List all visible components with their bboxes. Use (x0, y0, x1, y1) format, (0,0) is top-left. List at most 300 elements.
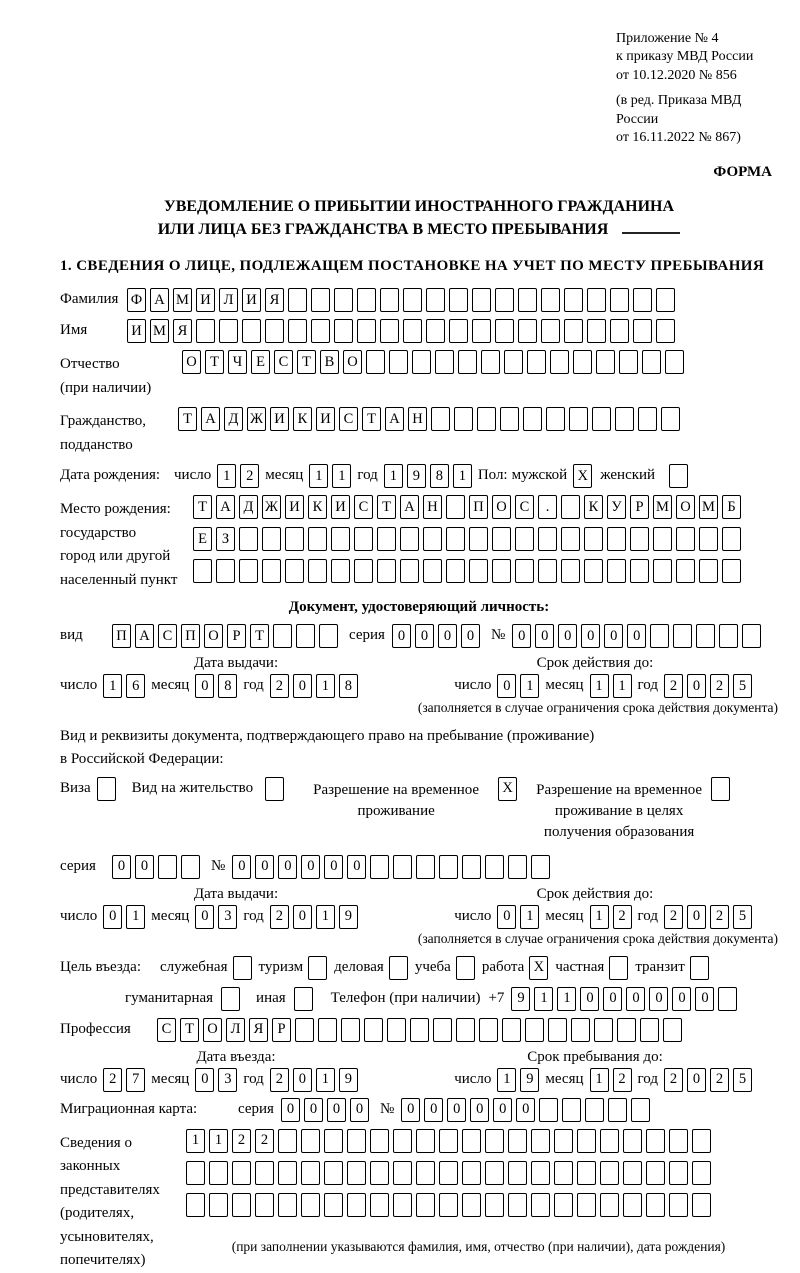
char-cell[interactable] (571, 1018, 590, 1042)
identity-expiry-month-cells[interactable] (590, 674, 632, 698)
char-cell[interactable] (623, 1193, 642, 1217)
char-cell[interactable] (449, 319, 468, 343)
char-cell[interactable] (607, 527, 626, 551)
char-cell[interactable]: О (204, 624, 223, 648)
char-cell[interactable]: Ж (247, 407, 266, 431)
char-cell[interactable] (449, 288, 468, 312)
char-cell[interactable] (403, 319, 422, 343)
patronymic-cells[interactable] (182, 350, 684, 374)
char-cell[interactable]: 0 (347, 855, 366, 879)
char-cell[interactable] (393, 855, 412, 879)
char-cell[interactable]: 2 (240, 464, 259, 488)
char-cell[interactable]: 1 (557, 987, 576, 1011)
char-cell[interactable]: 1 (103, 674, 122, 698)
char-cell[interactable] (472, 288, 491, 312)
char-cell[interactable]: 0 (461, 624, 480, 648)
char-cell[interactable] (665, 350, 684, 374)
char-cell[interactable] (380, 288, 399, 312)
char-cell[interactable] (393, 1129, 412, 1153)
birth-month-cells[interactable] (309, 464, 351, 488)
char-cell[interactable] (546, 407, 565, 431)
char-cell[interactable]: 2 (710, 674, 729, 698)
option-temp-residence-checkbox[interactable] (498, 777, 517, 801)
char-cell[interactable]: 9 (407, 464, 426, 488)
char-cell[interactable]: Т (362, 407, 381, 431)
char-cell[interactable] (403, 288, 422, 312)
char-cell[interactable]: 9 (511, 987, 530, 1011)
char-cell[interactable] (600, 1161, 619, 1185)
char-cell[interactable]: И (331, 495, 350, 519)
char-cell[interactable] (186, 1193, 205, 1217)
char-cell[interactable] (389, 956, 408, 980)
char-cell[interactable] (242, 319, 261, 343)
char-cell[interactable] (193, 559, 212, 583)
char-cell[interactable] (232, 1193, 251, 1217)
char-cell[interactable] (508, 1193, 527, 1217)
purpose-transit-checkbox[interactable] (690, 956, 709, 980)
char-cell[interactable] (633, 288, 652, 312)
char-cell[interactable]: М (699, 495, 718, 519)
char-cell[interactable] (423, 527, 442, 551)
char-cell[interactable] (500, 407, 519, 431)
purpose-other-checkbox[interactable] (294, 987, 313, 1011)
char-cell[interactable]: 1 (186, 1129, 205, 1153)
char-cell[interactable] (347, 1193, 366, 1217)
char-cell[interactable] (561, 559, 580, 583)
char-cell[interactable]: 1 (590, 905, 609, 929)
given-name-cells[interactable] (127, 319, 675, 343)
char-cell[interactable] (669, 464, 688, 488)
char-cell[interactable] (600, 1193, 619, 1217)
char-cell[interactable] (600, 1129, 619, 1153)
char-cell[interactable] (347, 1129, 366, 1153)
char-cell[interactable] (370, 1129, 389, 1153)
char-cell[interactable]: 0 (304, 1098, 323, 1122)
char-cell[interactable]: 1 (613, 674, 632, 698)
char-cell[interactable] (377, 559, 396, 583)
identity-expiry-day-cells[interactable] (497, 674, 539, 698)
char-cell[interactable] (573, 350, 592, 374)
char-cell[interactable] (331, 527, 350, 551)
char-cell[interactable]: 2 (255, 1129, 274, 1153)
char-cell[interactable] (610, 319, 629, 343)
char-cell[interactable] (584, 559, 603, 583)
char-cell[interactable] (446, 559, 465, 583)
char-cell[interactable] (308, 956, 327, 980)
char-cell[interactable]: С (157, 1018, 176, 1042)
char-cell[interactable]: 1 (497, 1068, 516, 1092)
birth-place-cells-row3[interactable] (193, 559, 741, 583)
residence-issue-year-cells[interactable] (270, 905, 358, 929)
char-cell[interactable]: А (216, 495, 235, 519)
char-cell[interactable]: 0 (512, 624, 531, 648)
char-cell[interactable] (495, 288, 514, 312)
char-cell[interactable]: И (270, 407, 289, 431)
char-cell[interactable]: 0 (392, 624, 411, 648)
char-cell[interactable]: 0 (293, 905, 312, 929)
char-cell[interactable] (393, 1161, 412, 1185)
doc-kind-cells[interactable] (112, 624, 338, 648)
char-cell[interactable]: 0 (278, 855, 297, 879)
char-cell[interactable] (364, 1018, 383, 1042)
char-cell[interactable] (485, 1161, 504, 1185)
doc-series-cells[interactable] (392, 624, 480, 648)
char-cell[interactable]: И (127, 319, 146, 343)
char-cell[interactable]: З (216, 527, 235, 551)
char-cell[interactable]: С (274, 350, 293, 374)
char-cell[interactable] (255, 1161, 274, 1185)
char-cell[interactable]: 9 (339, 905, 358, 929)
char-cell[interactable] (324, 1193, 343, 1217)
char-cell[interactable] (301, 1129, 320, 1153)
char-cell[interactable] (577, 1129, 596, 1153)
char-cell[interactable]: Р (227, 624, 246, 648)
char-cell[interactable] (295, 1018, 314, 1042)
char-cell[interactable] (308, 527, 327, 551)
char-cell[interactable] (523, 407, 542, 431)
char-cell[interactable]: П (181, 624, 200, 648)
char-cell[interactable] (531, 1161, 550, 1185)
stay-day-cells[interactable] (497, 1068, 539, 1092)
char-cell[interactable] (285, 559, 304, 583)
char-cell[interactable] (439, 1129, 458, 1153)
stay-month-cells[interactable] (590, 1068, 632, 1092)
char-cell[interactable]: Ж (262, 495, 281, 519)
purpose-official-checkbox[interactable] (233, 956, 252, 980)
char-cell[interactable] (301, 1161, 320, 1185)
char-cell[interactable]: 3 (218, 1068, 237, 1092)
char-cell[interactable] (485, 1129, 504, 1153)
char-cell[interactable]: 8 (430, 464, 449, 488)
char-cell[interactable] (416, 1129, 435, 1153)
char-cell[interactable]: 1 (316, 905, 335, 929)
char-cell[interactable] (377, 527, 396, 551)
char-cell[interactable] (216, 559, 235, 583)
char-cell[interactable]: Н (423, 495, 442, 519)
char-cell[interactable] (661, 407, 680, 431)
char-cell[interactable] (278, 1129, 297, 1153)
char-cell[interactable] (221, 987, 240, 1011)
char-cell[interactable] (638, 407, 657, 431)
char-cell[interactable] (426, 319, 445, 343)
char-cell[interactable] (577, 1161, 596, 1185)
char-cell[interactable] (564, 288, 583, 312)
char-cell[interactable] (435, 350, 454, 374)
char-cell[interactable] (324, 1161, 343, 1185)
char-cell[interactable] (341, 1018, 360, 1042)
char-cell[interactable] (653, 559, 672, 583)
char-cell[interactable] (531, 1129, 550, 1153)
char-cell[interactable] (538, 559, 557, 583)
residence-issue-day-cells[interactable] (103, 905, 145, 929)
char-cell[interactable]: Л (219, 288, 238, 312)
char-cell[interactable]: М (150, 319, 169, 343)
char-cell[interactable] (692, 1129, 711, 1153)
char-cell[interactable] (347, 1161, 366, 1185)
char-cell[interactable]: 0 (324, 855, 343, 879)
purpose-tourism-checkbox[interactable] (308, 956, 327, 980)
char-cell[interactable] (587, 288, 606, 312)
char-cell[interactable]: 0 (581, 624, 600, 648)
char-cell[interactable] (619, 350, 638, 374)
char-cell[interactable]: В (320, 350, 339, 374)
char-cell[interactable]: К (293, 407, 312, 431)
char-cell[interactable] (719, 624, 738, 648)
char-cell[interactable] (301, 1193, 320, 1217)
option-temp-residence-education-checkbox[interactable] (711, 777, 730, 801)
identity-issue-year-cells[interactable] (270, 674, 358, 698)
char-cell[interactable] (538, 527, 557, 551)
char-cell[interactable] (569, 407, 588, 431)
char-cell[interactable]: 0 (293, 1068, 312, 1092)
char-cell[interactable] (209, 1193, 228, 1217)
char-cell[interactable] (541, 288, 560, 312)
char-cell[interactable] (696, 624, 715, 648)
char-cell[interactable]: 2 (232, 1129, 251, 1153)
char-cell[interactable] (669, 1193, 688, 1217)
char-cell[interactable] (548, 1018, 567, 1042)
char-cell[interactable]: 1 (332, 464, 351, 488)
char-cell[interactable]: Т (377, 495, 396, 519)
phone-cells[interactable] (511, 987, 737, 1011)
char-cell[interactable]: М (173, 288, 192, 312)
char-cell[interactable] (462, 1161, 481, 1185)
char-cell[interactable] (669, 1129, 688, 1153)
char-cell[interactable] (531, 1193, 550, 1217)
char-cell[interactable]: 0 (672, 987, 691, 1011)
char-cell[interactable] (288, 288, 307, 312)
char-cell[interactable] (656, 319, 675, 343)
char-cell[interactable] (462, 1193, 481, 1217)
char-cell[interactable]: 1 (217, 464, 236, 488)
char-cell[interactable] (663, 1018, 682, 1042)
char-cell[interactable]: 2 (664, 905, 683, 929)
char-cell[interactable] (640, 1018, 659, 1042)
char-cell[interactable] (232, 1161, 251, 1185)
char-cell[interactable] (676, 527, 695, 551)
char-cell[interactable] (456, 956, 475, 980)
profession-cells[interactable] (157, 1018, 682, 1042)
char-cell[interactable] (209, 1161, 228, 1185)
birth-day-cells[interactable] (217, 464, 259, 488)
char-cell[interactable] (561, 527, 580, 551)
char-cell[interactable] (324, 1129, 343, 1153)
char-cell[interactable] (722, 527, 741, 551)
identity-expiry-year-cells[interactable] (664, 674, 752, 698)
char-cell[interactable] (262, 559, 281, 583)
char-cell[interactable]: 0 (112, 855, 131, 879)
identity-issue-day-cells[interactable] (103, 674, 145, 698)
char-cell[interactable]: Д (239, 495, 258, 519)
char-cell[interactable]: 8 (218, 674, 237, 698)
char-cell[interactable] (594, 1018, 613, 1042)
char-cell[interactable] (296, 624, 315, 648)
char-cell[interactable]: 0 (626, 987, 645, 1011)
char-cell[interactable] (479, 1018, 498, 1042)
char-cell[interactable]: Т (250, 624, 269, 648)
char-cell[interactable]: X (529, 956, 548, 980)
char-cell[interactable] (596, 350, 615, 374)
sex-female-checkbox[interactable] (669, 464, 688, 488)
char-cell[interactable]: 0 (232, 855, 251, 879)
option-visa-checkbox[interactable] (97, 777, 116, 801)
char-cell[interactable] (311, 319, 330, 343)
char-cell[interactable] (608, 1098, 627, 1122)
char-cell[interactable] (458, 350, 477, 374)
char-cell[interactable]: С (354, 495, 373, 519)
char-cell[interactable]: И (196, 288, 215, 312)
char-cell[interactable]: 0 (649, 987, 668, 1011)
char-cell[interactable] (380, 319, 399, 343)
entry-year-cells[interactable] (270, 1068, 358, 1092)
char-cell[interactable]: А (135, 624, 154, 648)
char-cell[interactable] (469, 559, 488, 583)
char-cell[interactable]: . (538, 495, 557, 519)
char-cell[interactable]: О (182, 350, 201, 374)
char-cell[interactable]: И (242, 288, 261, 312)
char-cell[interactable] (699, 527, 718, 551)
birth-year-cells[interactable] (384, 464, 472, 488)
char-cell[interactable] (539, 1098, 558, 1122)
char-cell[interactable]: И (285, 495, 304, 519)
char-cell[interactable]: 0 (603, 987, 622, 1011)
char-cell[interactable] (485, 855, 504, 879)
char-cell[interactable] (585, 1098, 604, 1122)
char-cell[interactable] (393, 1193, 412, 1217)
birth-place-cells-row1[interactable] (193, 495, 741, 519)
char-cell[interactable]: 2 (103, 1068, 122, 1092)
char-cell[interactable] (577, 1193, 596, 1217)
char-cell[interactable]: 0 (687, 1068, 706, 1092)
char-cell[interactable]: 0 (195, 905, 214, 929)
char-cell[interactable] (492, 559, 511, 583)
char-cell[interactable]: 2 (613, 905, 632, 929)
residence-expiry-day-cells[interactable] (497, 905, 539, 929)
char-cell[interactable]: 0 (415, 624, 434, 648)
char-cell[interactable]: 0 (327, 1098, 346, 1122)
option-residence-permit-checkbox[interactable] (265, 777, 284, 801)
char-cell[interactable]: 0 (687, 905, 706, 929)
char-cell[interactable] (239, 527, 258, 551)
char-cell[interactable] (615, 407, 634, 431)
char-cell[interactable]: X (498, 777, 517, 801)
char-cell[interactable] (508, 1129, 527, 1153)
char-cell[interactable] (642, 350, 661, 374)
char-cell[interactable] (515, 527, 534, 551)
char-cell[interactable] (669, 1161, 688, 1185)
char-cell[interactable]: К (308, 495, 327, 519)
char-cell[interactable]: 2 (270, 674, 289, 698)
char-cell[interactable] (617, 1018, 636, 1042)
char-cell[interactable] (646, 1193, 665, 1217)
char-cell[interactable] (370, 1193, 389, 1217)
char-cell[interactable]: 0 (195, 674, 214, 698)
char-cell[interactable] (439, 1161, 458, 1185)
char-cell[interactable]: 0 (493, 1098, 512, 1122)
char-cell[interactable] (531, 855, 550, 879)
char-cell[interactable]: 1 (520, 905, 539, 929)
char-cell[interactable] (219, 319, 238, 343)
char-cell[interactable] (633, 319, 652, 343)
char-cell[interactable]: Д (224, 407, 243, 431)
char-cell[interactable] (676, 559, 695, 583)
char-cell[interactable] (387, 1018, 406, 1042)
char-cell[interactable] (186, 1161, 205, 1185)
char-cell[interactable]: Б (722, 495, 741, 519)
char-cell[interactable] (239, 559, 258, 583)
char-cell[interactable] (609, 956, 628, 980)
char-cell[interactable] (334, 288, 353, 312)
char-cell[interactable]: X (573, 464, 592, 488)
char-cell[interactable]: 0 (558, 624, 577, 648)
char-cell[interactable]: 0 (103, 905, 122, 929)
char-cell[interactable] (233, 956, 252, 980)
char-cell[interactable] (485, 1193, 504, 1217)
char-cell[interactable] (502, 1018, 521, 1042)
char-cell[interactable] (554, 1193, 573, 1217)
char-cell[interactable]: И (316, 407, 335, 431)
char-cell[interactable] (158, 855, 177, 879)
char-cell[interactable]: Ф (127, 288, 146, 312)
char-cell[interactable] (623, 1161, 642, 1185)
char-cell[interactable]: Я (265, 288, 284, 312)
char-cell[interactable]: 0 (516, 1098, 535, 1122)
char-cell[interactable] (265, 319, 284, 343)
char-cell[interactable]: Я (173, 319, 192, 343)
char-cell[interactable] (492, 527, 511, 551)
char-cell[interactable]: С (515, 495, 534, 519)
char-cell[interactable]: Т (193, 495, 212, 519)
char-cell[interactable]: Р (272, 1018, 291, 1042)
char-cell[interactable]: 0 (580, 987, 599, 1011)
char-cell[interactable] (433, 1018, 452, 1042)
purpose-study-checkbox[interactable] (456, 956, 475, 980)
char-cell[interactable] (495, 319, 514, 343)
surname-cells[interactable] (127, 288, 675, 312)
char-cell[interactable] (623, 1129, 642, 1153)
char-cell[interactable] (630, 559, 649, 583)
char-cell[interactable] (357, 288, 376, 312)
char-cell[interactable]: 2 (664, 1068, 683, 1092)
char-cell[interactable]: 0 (695, 987, 714, 1011)
char-cell[interactable] (564, 319, 583, 343)
identity-issue-month-cells[interactable] (195, 674, 237, 698)
char-cell[interactable] (541, 319, 560, 343)
char-cell[interactable] (607, 559, 626, 583)
char-cell[interactable]: 1 (316, 1068, 335, 1092)
char-cell[interactable] (400, 559, 419, 583)
char-cell[interactable]: 0 (627, 624, 646, 648)
char-cell[interactable] (331, 559, 350, 583)
char-cell[interactable] (527, 350, 546, 374)
char-cell[interactable] (462, 1129, 481, 1153)
char-cell[interactable] (357, 319, 376, 343)
residence-number-cells[interactable] (232, 855, 550, 879)
char-cell[interactable]: 5 (733, 905, 752, 929)
purpose-humanitarian-checkbox[interactable] (221, 987, 240, 1011)
char-cell[interactable] (518, 319, 537, 343)
char-cell[interactable]: 2 (710, 1068, 729, 1092)
char-cell[interactable]: Т (205, 350, 224, 374)
char-cell[interactable]: 0 (350, 1098, 369, 1122)
birth-place-cells-row2[interactable] (193, 527, 741, 551)
char-cell[interactable] (610, 288, 629, 312)
char-cell[interactable] (650, 624, 669, 648)
char-cell[interactable] (462, 855, 481, 879)
char-cell[interactable] (278, 1193, 297, 1217)
char-cell[interactable]: 1 (209, 1129, 228, 1153)
char-cell[interactable]: Е (251, 350, 270, 374)
